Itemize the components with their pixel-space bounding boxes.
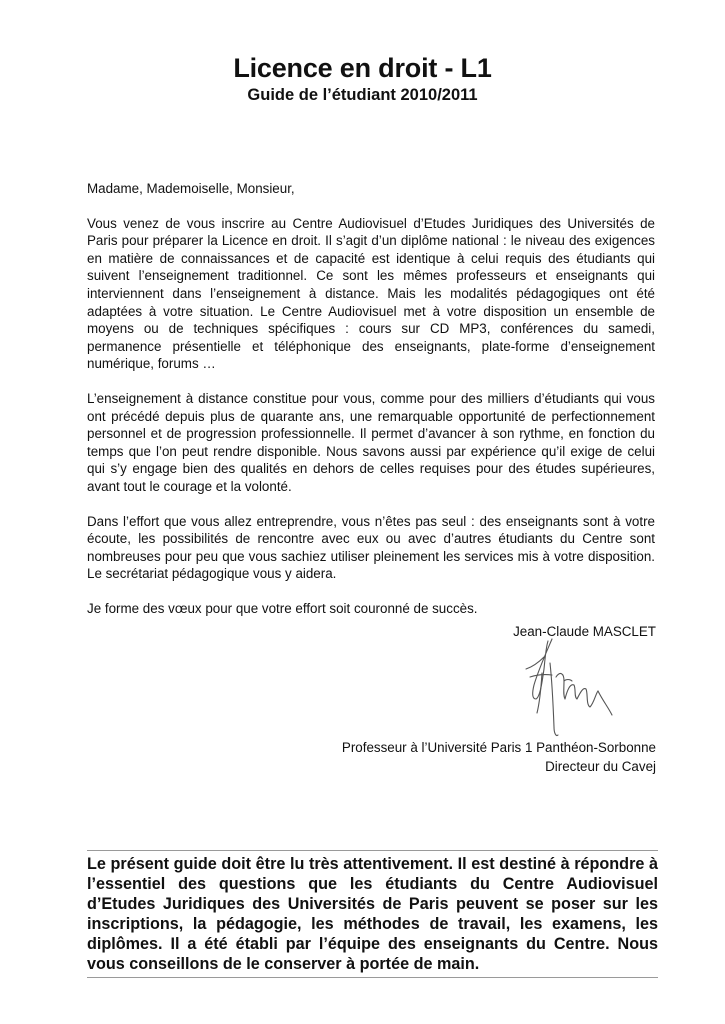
closing-line: Je forme des vœux pour que votre effort soit couronné de succès. — [87, 600, 478, 616]
document-header — [0, 52, 725, 106]
handwritten-signature — [508, 633, 628, 743]
signer-name: Jean-Claude MASCLET — [513, 624, 656, 639]
paragraph-1: Vous venez de vous inscrire au Centre Audiovisuel d’Etudes Juridiques des Universités de Paris pour préparer la Licence en droit. Il s’agit d’un diplôme national : le niveau des exigences en matière de connaissances et de capacité est identique à celui requis des étudiants qui suivent l’enseignement traditionnel. Ce sont les mêmes professeurs et enseignants qui interviennent dans l’enseignement à distance. Mais les modalités pédagogiques ont été adaptées à votre situation. Le Centre Audiovisuel met à votre disposition un ensemble de moyens ou de techniques spécifiques : cours sur CD MP3, conférences du samedi, permanence présentielle et téléphonique des enseignants, plate-forme d’enseignement numérique, forums … — [87, 215, 655, 372]
signer-title — [342, 738, 656, 776]
letter-body — [87, 180, 655, 634]
salutation: Madame, Mademoiselle, Monsieur, — [87, 181, 295, 196]
page-title: Licence en droit - L1 — [233, 53, 492, 83]
paragraph-2: L’enseignement à distance constitue pour vous, comme pour des milliers d’étudiants qui vous ont précédé depuis plus de quarante ans, une remarquable opportunité de perfectionnement personnel et de progression professionnelle. Il permet d’avancer à son rythme, en fonction du temps que l’on peut rendre disponible. Nous savons aussi par expérience qu’il exige de celui qui s’y engage bien des qualités en dehors de celles requises pour des études supérieures, avant tout le courage et la volonté. — [87, 390, 655, 494]
signer-role: Directeur du Cavej — [545, 759, 656, 774]
notice-box — [87, 850, 658, 978]
notice-text: Le présent guide doit être lu très attentivement. Il est destiné à répondre à l’essentiel des questions que les étudiants du Centre Audiovisuel d’Etudes Juridiques des Universités de Paris peuvent se poser sur les inscriptions, la pédagogie, les méthodes de travail, les examens, les diplômes. Il a été établi par l’équipe des enseignants du Centre. Nous vous conseillons de le conserver à portée de main. — [87, 855, 658, 973]
paragraph-3: Dans l’effort que vous allez entreprendre, vous n’êtes pas seul : des enseignants sont à votre écoute, les possibilités de rencontre avec eux ou avec d’autres étudiants du Centre sont nombreuses pour peu que vous sachiez utiliser pleinement les services mis à votre disposition. Le secrétariat pédagogique vous y aidera. — [87, 513, 655, 582]
signer-position: Professeur à l’Université Paris 1 Panthéon-Sorbonne — [341, 740, 656, 755]
page-subtitle: Guide de l’étudiant 2010/2011 — [247, 86, 478, 104]
